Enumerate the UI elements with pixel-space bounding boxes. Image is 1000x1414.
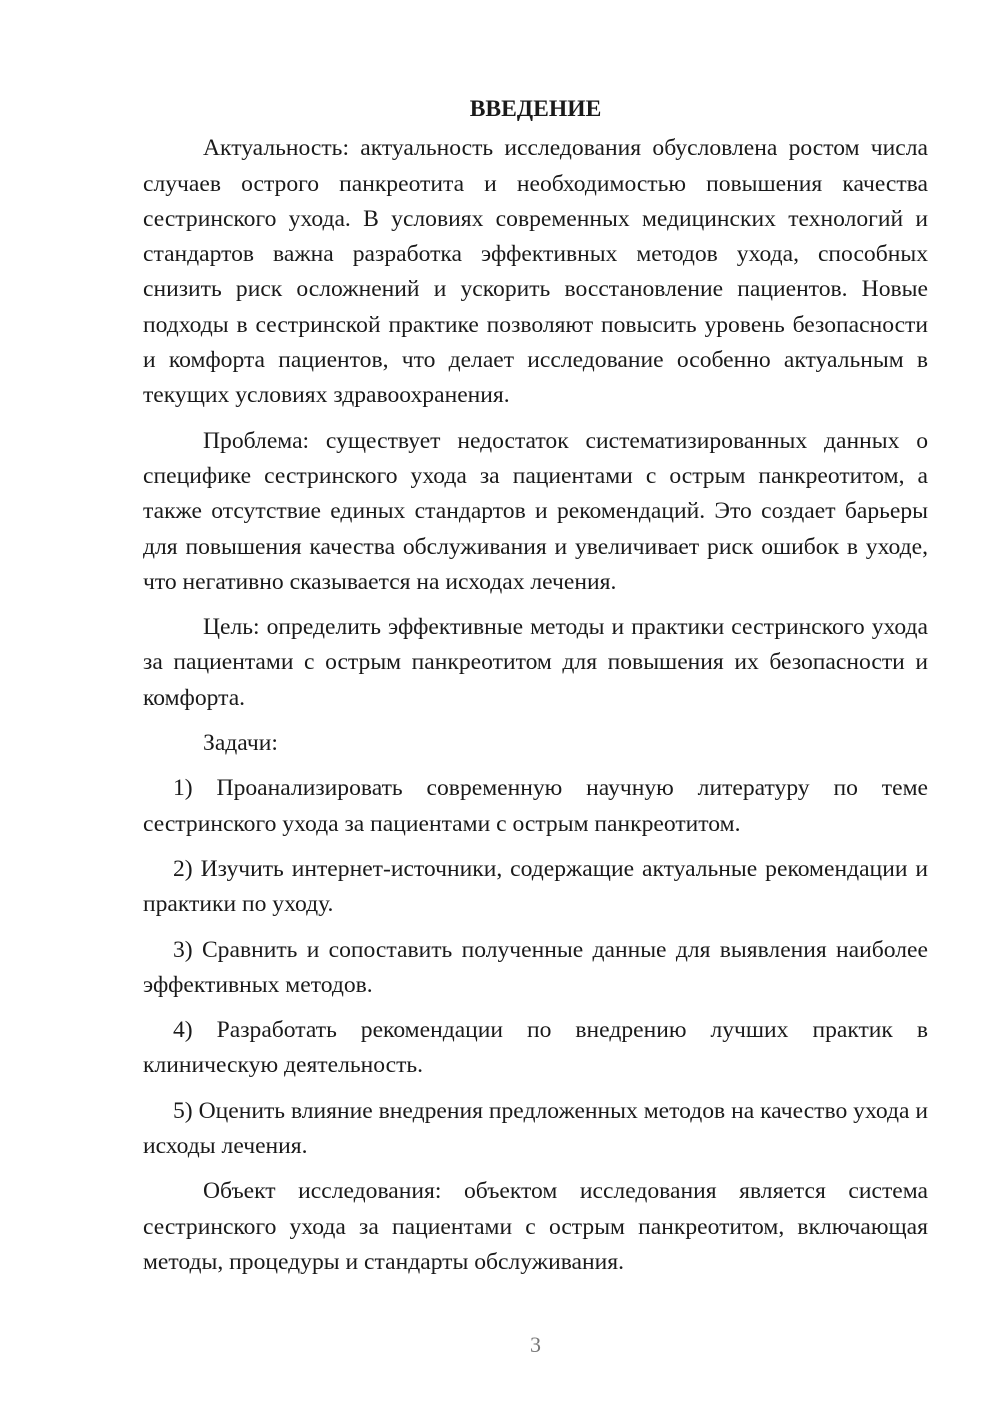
task-item: 5) Оценить влияние внедрения предложенных методов на качество ухода и исходы лечения. <box>143 1097 928 1160</box>
paragraph-relevance: Актуальность: актуальность исследования обусловлена ростом числа случаев острого панкреотита и необходимостью повышения качества сестринского ухода. В условиях современных медицинских технологий и стандартов важна разработка эффективных методов ухода, способных снизить риск осложнений и ускорить восстановление пациентов. Новые подходы в сестринской практике позволяют повысить уровень безопасности и комфорта пациентов, что делает исследование особенно актуальным в текущих условиях здравоохранения. <box>143 135 928 409</box>
paragraph-goal: Цель: определить эффективные методы и практики сестринского ухода за пациентами с острым панкреотитом для повышения их безопасности и комфорта. <box>143 614 928 711</box>
section-title: ВВЕДЕНИЕ <box>469 96 602 122</box>
paragraph-object: Объект исследования: объектом исследования является система сестринского ухода за пациентами с острым панкреотитом, включающая методы, процедуры и стандарты обслуживания. <box>143 1178 928 1275</box>
page-content <box>143 92 928 1280</box>
paragraph-problem: Проблема: существует недостаток систематизированных данных о специфике сестринского ухода за пациентами с острым панкреотитом, а также отсутствие единых стандартов и рекомендаций. Это создает барьеры для повышения качества обслуживания и увеличивает риск ошибок в уходе, что негативно сказывается на исходах лечения. <box>143 427 928 595</box>
task-item: 1) Проанализировать современную научную литературу по теме сестринского ухода за пациентами с острым панкреотитом. <box>143 775 928 837</box>
page-number: 3 <box>530 1332 541 1357</box>
task-item: 2) Изучить интернет-источники, содержащие актуальные рекомендации и практики по уходу. <box>143 855 928 918</box>
task-item: 4) Разработать рекомендации по внедрению лучших практик в клиническую деятельность. <box>143 1017 928 1079</box>
tasks-label: Задачи: <box>203 730 278 757</box>
task-item: 3) Сравнить и сопоставить полученные данные для выявления наиболее эффективных методов. <box>143 936 928 998</box>
